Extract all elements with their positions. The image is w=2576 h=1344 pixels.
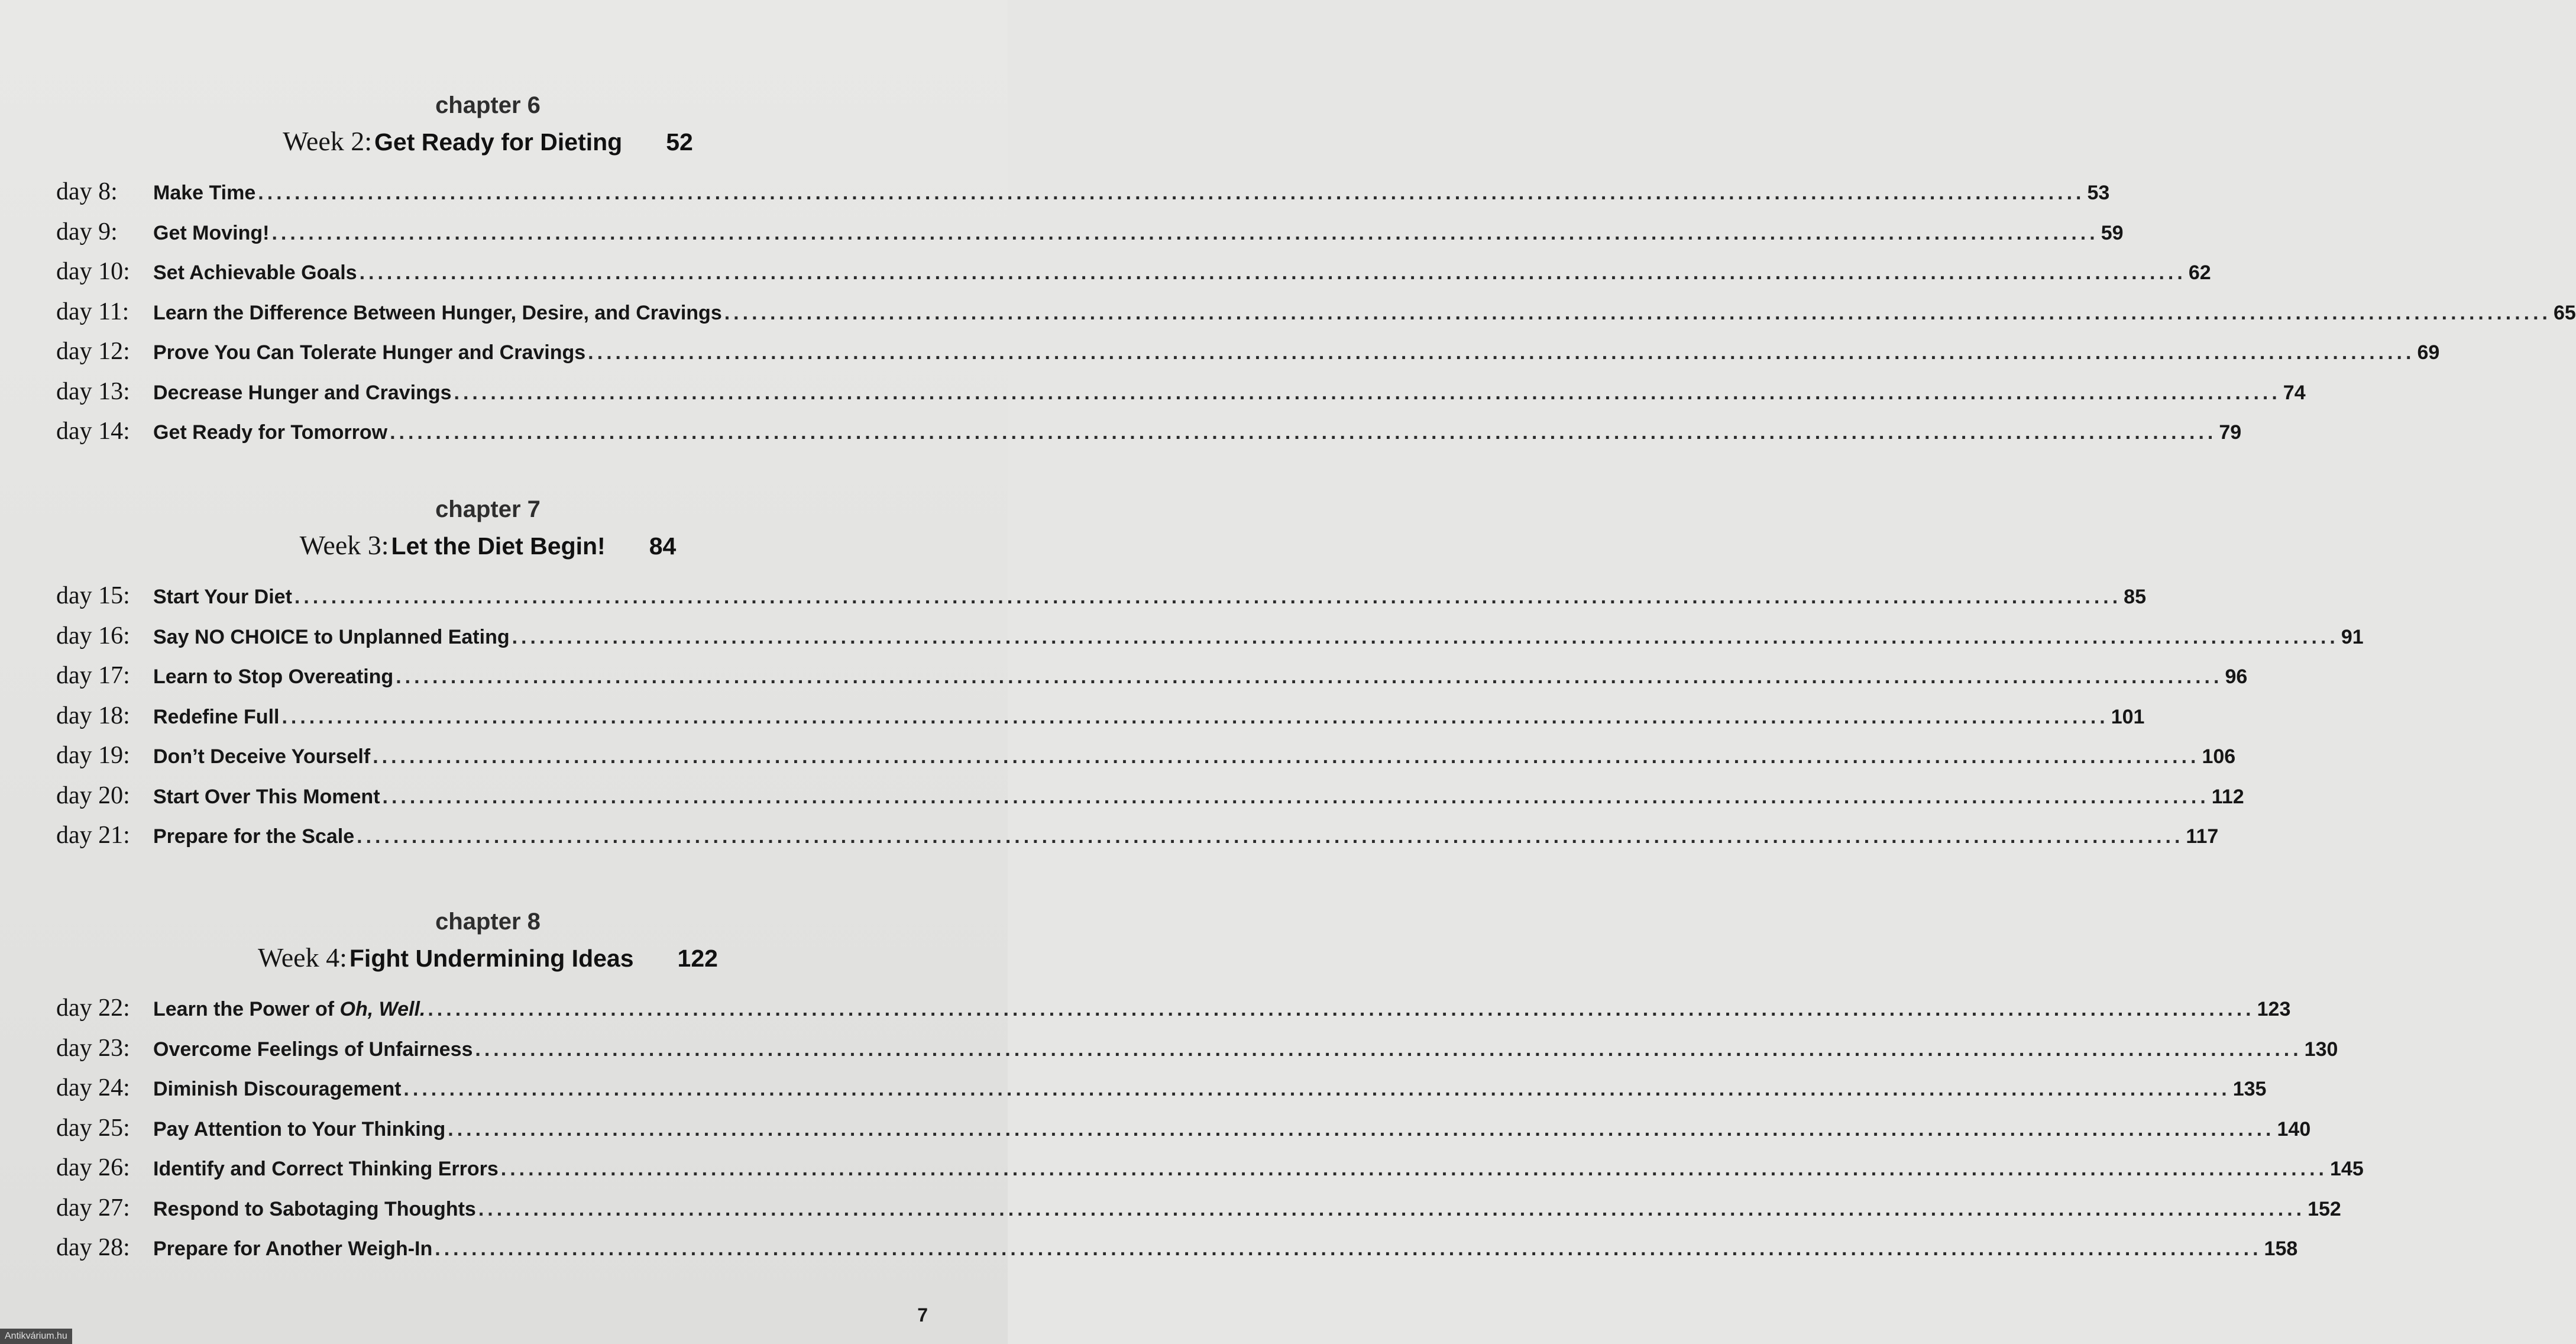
chapter-section (56, 906, 2364, 1274)
entry-page-number: 101 (2111, 705, 2145, 728)
week-heading (56, 525, 920, 566)
entry-page-number: 130 (2304, 1038, 2338, 1061)
day-label: day 13: (56, 377, 130, 405)
dot-leader: ........................................................................................................................................................................................................ (588, 341, 2415, 364)
toc-entry[interactable] (56, 1034, 2338, 1074)
week-heading (56, 937, 920, 978)
entry-page-number: 106 (2202, 745, 2236, 768)
day-label: day 16: (56, 622, 130, 650)
day-label: day 21: (56, 822, 130, 849)
week-page-number: 52 (666, 128, 693, 156)
dot-leader: ........................................................................................................................................................................................................ (475, 1038, 2302, 1061)
dot-leader: ........................................................................................................................................................................................................ (724, 301, 2551, 324)
dot-leader: ........................................................................................................................................................................................................ (435, 1238, 2262, 1260)
toc-entry[interactable] (56, 581, 2146, 622)
toc-entry[interactable] (56, 417, 2242, 457)
day-label: day 11: (56, 298, 130, 325)
entry-title: Redefine Full (153, 705, 280, 728)
dot-leader: ........................................................................................................................................................................................................ (359, 261, 2186, 284)
entry-title-text: Learn the Power of (153, 998, 335, 1020)
entry-page-number: 91 (2341, 625, 2364, 648)
day-label: day 8: (56, 178, 118, 205)
dot-leader: ........................................................................................................................................................................................................ (403, 1078, 2231, 1100)
toc-entry[interactable] (56, 177, 2110, 218)
toc-entry[interactable] (56, 741, 2236, 781)
watermark: Antikvárium.hu (0, 1329, 72, 1344)
day-label: day 26: (56, 1154, 130, 1181)
entry-page-number: 140 (2277, 1117, 2311, 1141)
week-number: Week 3: (299, 530, 389, 560)
day-label: day 9: (56, 218, 118, 245)
toc-entry[interactable] (56, 781, 2244, 822)
day-label: day 23: (56, 1034, 130, 1062)
toc-entry[interactable] (56, 1074, 2267, 1114)
dot-leader: ........................................................................................................................................................................................................ (478, 1197, 2306, 1220)
page-number: 7 (917, 1304, 928, 1326)
day-label: day 14: (56, 418, 130, 445)
chapter-section (56, 90, 2576, 457)
dot-leader: ........................................................................................................................................................................................................ (271, 221, 2099, 244)
dot-leader: ........................................................................................................................................................................................................ (294, 586, 2122, 608)
entry-page-number: 112 (2211, 785, 2244, 808)
entry-title: Set Achievable Goals (153, 261, 357, 284)
entry-title: Start Over This Moment (153, 785, 380, 808)
entry-page-number: 65 (2554, 301, 2576, 324)
entry-title: Learn to Stop Overeating (153, 665, 394, 688)
entry-title: Make Time (153, 182, 256, 204)
week-number: Week 2: (283, 126, 373, 156)
toc-entry-list (56, 581, 2364, 861)
entry-title: Learn the Difference Between Hunger, Desire, and Cravings (153, 301, 722, 324)
toc-entry[interactable] (56, 1114, 2311, 1154)
entry-page-number: 145 (2330, 1158, 2364, 1180)
entry-title: Prepare for Another Weigh-In (153, 1238, 433, 1260)
entry-title: Identify and Correct Thinking Errors (153, 1158, 499, 1180)
entry-page-number: 69 (2417, 341, 2440, 364)
dot-leader: ........................................................................................................................................................................................................ (396, 665, 2223, 688)
entry-title: Decrease Hunger and Cravings (153, 381, 452, 404)
entry-title: Pay Attention to Your Thinking (153, 1117, 446, 1141)
toc-entry[interactable] (56, 1194, 2341, 1234)
day-label: day 15: (56, 582, 130, 609)
week-heading (56, 121, 920, 162)
dot-leader: ........................................................................................................................................................................................................ (500, 1158, 2328, 1180)
entry-page-number: 123 (2257, 998, 2291, 1020)
dot-leader: ........................................................................................................................................................................................................ (258, 182, 2085, 204)
week-page-number: 122 (677, 945, 718, 972)
week-page-number: 84 (649, 532, 677, 560)
day-label: day 24: (56, 1074, 130, 1101)
entry-title: Prepare for the Scale (153, 825, 355, 848)
toc-entry[interactable] (56, 1154, 2364, 1194)
dot-leader: ........................................................................................................................................................................................................ (428, 998, 2255, 1020)
day-label: day 28: (56, 1234, 130, 1261)
dot-leader: ........................................................................................................................................................................................................ (512, 625, 2339, 648)
chapter-label: chapter 7 (435, 496, 541, 522)
entry-title (153, 998, 425, 1021)
toc-entry[interactable] (56, 257, 2211, 298)
entry-title: Say NO CHOICE to Unplanned Eating (153, 625, 510, 648)
entry-page-number: 96 (2225, 665, 2248, 688)
entry-title: Overcome Feelings of Unfairness (153, 1038, 473, 1061)
entry-page-number: 74 (2283, 381, 2306, 404)
entry-title: Respond to Sabotaging Thoughts (153, 1197, 476, 1220)
entry-title: Diminish Discouragement (153, 1078, 402, 1100)
toc-entry[interactable] (56, 298, 2576, 338)
entry-page-number: 135 (2232, 1078, 2267, 1100)
chapter-label: chapter 6 (435, 92, 541, 118)
day-label: day 19: (56, 742, 130, 769)
entry-title: Prove You Can Tolerate Hunger and Cravings (153, 341, 586, 364)
entry-title: Start Your Diet (153, 586, 292, 608)
toc-entry-list (56, 177, 2576, 457)
dot-leader: ........................................................................................................................................................................................................ (382, 785, 2209, 808)
dot-leader: ........................................................................................................................................................................................................ (390, 421, 2217, 444)
toc-entry[interactable] (56, 821, 2219, 861)
toc-entry[interactable] (56, 377, 2306, 418)
entry-page-number: 85 (2124, 586, 2146, 608)
day-label: day 27: (56, 1194, 130, 1222)
week-title: Fight Undermining Ideas (349, 945, 634, 972)
week-title: Let the Diet Begin! (391, 532, 606, 560)
entry-title-italic: Oh, Well. (339, 998, 426, 1020)
toc-entry-list (56, 994, 2364, 1274)
entry-page-number: 79 (2219, 421, 2242, 444)
dot-leader: ........................................................................................................................................................................................................ (281, 705, 2109, 728)
entry-page-number: 158 (2264, 1238, 2298, 1260)
dot-leader: ........................................................................................................................................................................................................ (357, 825, 2184, 848)
entry-page-number: 152 (2308, 1197, 2341, 1220)
day-label: day 22: (56, 994, 130, 1022)
entry-page-number: 53 (2087, 182, 2110, 204)
day-label: day 18: (56, 702, 130, 729)
toc-entry[interactable] (56, 661, 2248, 702)
day-label: day 10: (56, 258, 130, 285)
entry-title: Don’t Deceive Yourself (153, 745, 371, 768)
toc-entry[interactable] (56, 994, 2291, 1034)
day-label: day 20: (56, 781, 130, 809)
entry-title: Get Ready for Tomorrow (153, 421, 388, 444)
toc-entry[interactable] (56, 337, 2440, 377)
toc-entry[interactable] (56, 218, 2124, 258)
toc-entry[interactable] (56, 702, 2145, 742)
day-label: day 17: (56, 662, 130, 689)
week-title: Get Ready for Dieting (374, 128, 623, 156)
week-number: Week 4: (258, 942, 347, 973)
toc-entry[interactable] (56, 1233, 2298, 1274)
dot-leader: ........................................................................................................................................................................................................ (373, 745, 2200, 768)
entry-page-number: 59 (2101, 221, 2124, 244)
entry-page-number: 117 (2186, 825, 2219, 848)
entry-title: Get Moving! (153, 221, 270, 244)
entry-page-number: 62 (2188, 261, 2211, 284)
chapter-label: chapter 8 (435, 909, 541, 935)
dot-leader: ........................................................................................................................................................................................................ (448, 1117, 2275, 1141)
day-label: day 25: (56, 1114, 130, 1142)
toc-entry[interactable] (56, 622, 2364, 662)
day-label: day 12: (56, 338, 130, 365)
chapter-section (56, 494, 2364, 861)
dot-leader: ........................................................................................................................................................................................................ (454, 381, 2281, 404)
